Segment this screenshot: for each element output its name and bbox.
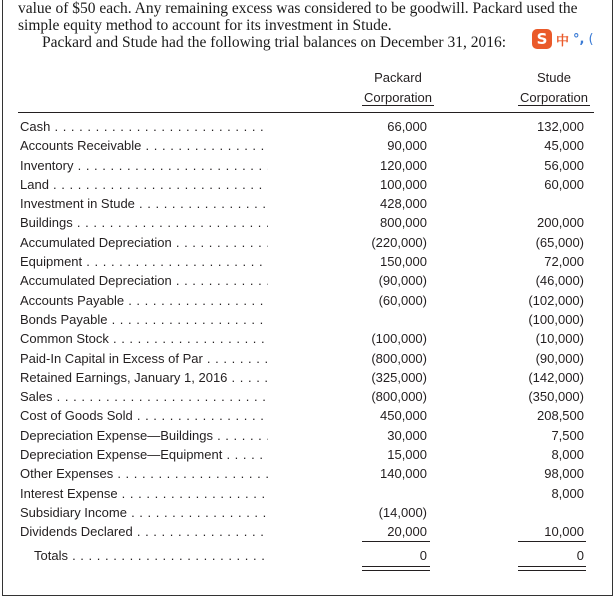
ime-toolbar[interactable]	[532, 28, 616, 50]
packard-amount: 150,000	[380, 254, 427, 270]
account-label: Accounts Payable . . .	[20, 291, 268, 310]
packard-header-line-2: Corporation	[364, 90, 432, 105]
stude-amount: 132,000	[537, 119, 584, 134]
account-label: Land . . .	[20, 175, 268, 194]
stude-amount: 8,000	[551, 485, 584, 501]
table-row	[0, 175, 616, 194]
table-row	[0, 117, 616, 136]
packard-amount: (60,000)	[378, 292, 427, 308]
account-label: Dividends Declared . . .	[20, 522, 268, 541]
ime-more-button[interactable]: (	[588, 31, 594, 47]
packard-amount: 15,000	[387, 447, 427, 463]
packard-amount: 90,000	[387, 138, 427, 154]
stude-amount: (102,000)	[528, 292, 584, 308]
account-label: Paid-In Capital in Excess of Par . . .	[20, 349, 268, 368]
packard-total-double-rule	[362, 566, 430, 571]
account-label: Accumulated Depreciation . . .	[20, 233, 268, 252]
table-row	[0, 484, 616, 503]
account-label: Accumulated Depreciation . . .	[20, 271, 268, 290]
packard-total: 0	[419, 547, 427, 563]
packard-header-line-1: Packard	[374, 70, 422, 85]
stude-total-double-rule	[518, 566, 586, 571]
packard-amount: 450,000	[380, 408, 427, 424]
account-label: Depreciation Expense—Equipment . . .	[20, 445, 268, 464]
ime-language-toggle[interactable]: 中	[556, 33, 570, 49]
stude-amount: 45,000	[544, 138, 584, 154]
packard-column-header	[352, 68, 444, 108]
packard-amount: 428,000	[380, 196, 427, 212]
totals-label: Totals . . .	[34, 546, 268, 565]
stude-amount: 200,000	[537, 215, 584, 231]
table-row	[0, 464, 616, 483]
account-label: Cash . . .	[20, 117, 268, 136]
ime-punctuation-toggle[interactable]: °,	[573, 31, 585, 47]
stude-amount: 60,000	[544, 176, 584, 192]
packard-amount: 20,000	[387, 524, 427, 540]
sogou-logo-icon[interactable]: S	[532, 29, 552, 49]
packard-amount: (220,000)	[371, 234, 427, 250]
packard-amount: 30,000	[387, 427, 427, 443]
table-row	[0, 252, 616, 271]
account-label: Interest Expense . . .	[20, 484, 268, 503]
table-row	[0, 291, 616, 310]
stude-amount: 56,000	[544, 157, 584, 173]
stude-amount: 8,000	[551, 447, 584, 463]
stude-subtotal-rule	[518, 541, 586, 542]
packard-amount: (325,000)	[371, 369, 427, 385]
stude-header-line-2: Corporation	[520, 90, 588, 105]
table-row	[0, 310, 616, 329]
account-label: Other Expenses . . .	[20, 464, 268, 483]
table-row	[0, 349, 616, 368]
account-label: Cost of Goods Sold . . .	[20, 406, 268, 425]
account-label: Buildings . . .	[20, 213, 268, 232]
table-row	[0, 194, 616, 213]
packard-amount: (90,000)	[378, 273, 427, 289]
intro-line-2: simple equity method to account for its investment in Stude.	[18, 17, 392, 34]
account-label: Inventory . . .	[20, 156, 268, 175]
stude-header-line-1: Stude	[537, 70, 571, 85]
account-label: Investment in Stude . . .	[20, 194, 268, 213]
account-label: Retained Earnings, January 1, 2016 . . .	[20, 368, 268, 387]
stude-amount: 7,500	[551, 427, 584, 443]
account-label: Accounts Receivable . . .	[20, 136, 268, 155]
table-row	[0, 522, 616, 541]
stude-column-header	[508, 68, 600, 108]
packard-amount: (800,000)	[371, 389, 427, 405]
stude-amount: (10,000)	[535, 331, 584, 347]
trial-balance-table	[0, 117, 616, 565]
account-label: Subsidiary Income . . .	[20, 503, 268, 522]
table-row	[0, 503, 616, 522]
intro-text	[18, 0, 608, 51]
packard-amount: 66,000	[387, 119, 427, 134]
intro-line-1: value of $50 each. Any remaining excess was considered to be goodwill. Packard used the	[18, 0, 578, 17]
packard-amount: 100,000	[380, 176, 427, 192]
account-label: Bonds Payable . . .	[20, 310, 268, 329]
stude-amount: (65,000)	[535, 234, 584, 250]
stude-total: 0	[576, 547, 584, 563]
account-label: Sales . . .	[20, 387, 268, 406]
packard-amount: 140,000	[380, 466, 427, 482]
packard-amount: (100,000)	[371, 331, 427, 347]
account-label: Equipment . . .	[20, 252, 268, 271]
table-row	[0, 213, 616, 232]
table-row	[0, 329, 616, 348]
stude-amount: 98,000	[544, 466, 584, 482]
packard-amount: (800,000)	[371, 350, 427, 366]
table-row	[0, 233, 616, 252]
table-row	[0, 368, 616, 387]
account-label: Depreciation Expense—Buildings . . .	[20, 426, 268, 445]
stude-amount: 208,500	[537, 408, 584, 424]
stude-amount: (90,000)	[535, 350, 584, 366]
table-row	[0, 136, 616, 155]
table-row	[0, 445, 616, 464]
stude-amount: (100,000)	[528, 311, 584, 327]
stude-amount: (350,000)	[528, 389, 584, 405]
table-row	[0, 156, 616, 175]
account-label: Common Stock . . .	[20, 329, 268, 348]
table-top-rule	[18, 112, 594, 113]
table-row	[0, 387, 616, 406]
table-row	[0, 271, 616, 290]
stude-amount: (46,000)	[535, 273, 584, 289]
table-row	[0, 426, 616, 445]
packard-amount: 120,000	[380, 157, 427, 173]
stude-amount: 10,000	[544, 524, 584, 540]
intro-line-3: Packard and Stude had the following trial balances on December 31, 2016:	[42, 34, 507, 51]
stude-amount: (142,000)	[528, 369, 584, 385]
totals-row	[0, 546, 616, 565]
packard-amount: (14,000)	[378, 504, 427, 520]
stude-amount: 72,000	[544, 254, 584, 270]
table-row	[0, 406, 616, 425]
packard-amount: 800,000	[380, 215, 427, 231]
packard-subtotal-rule	[362, 541, 430, 542]
